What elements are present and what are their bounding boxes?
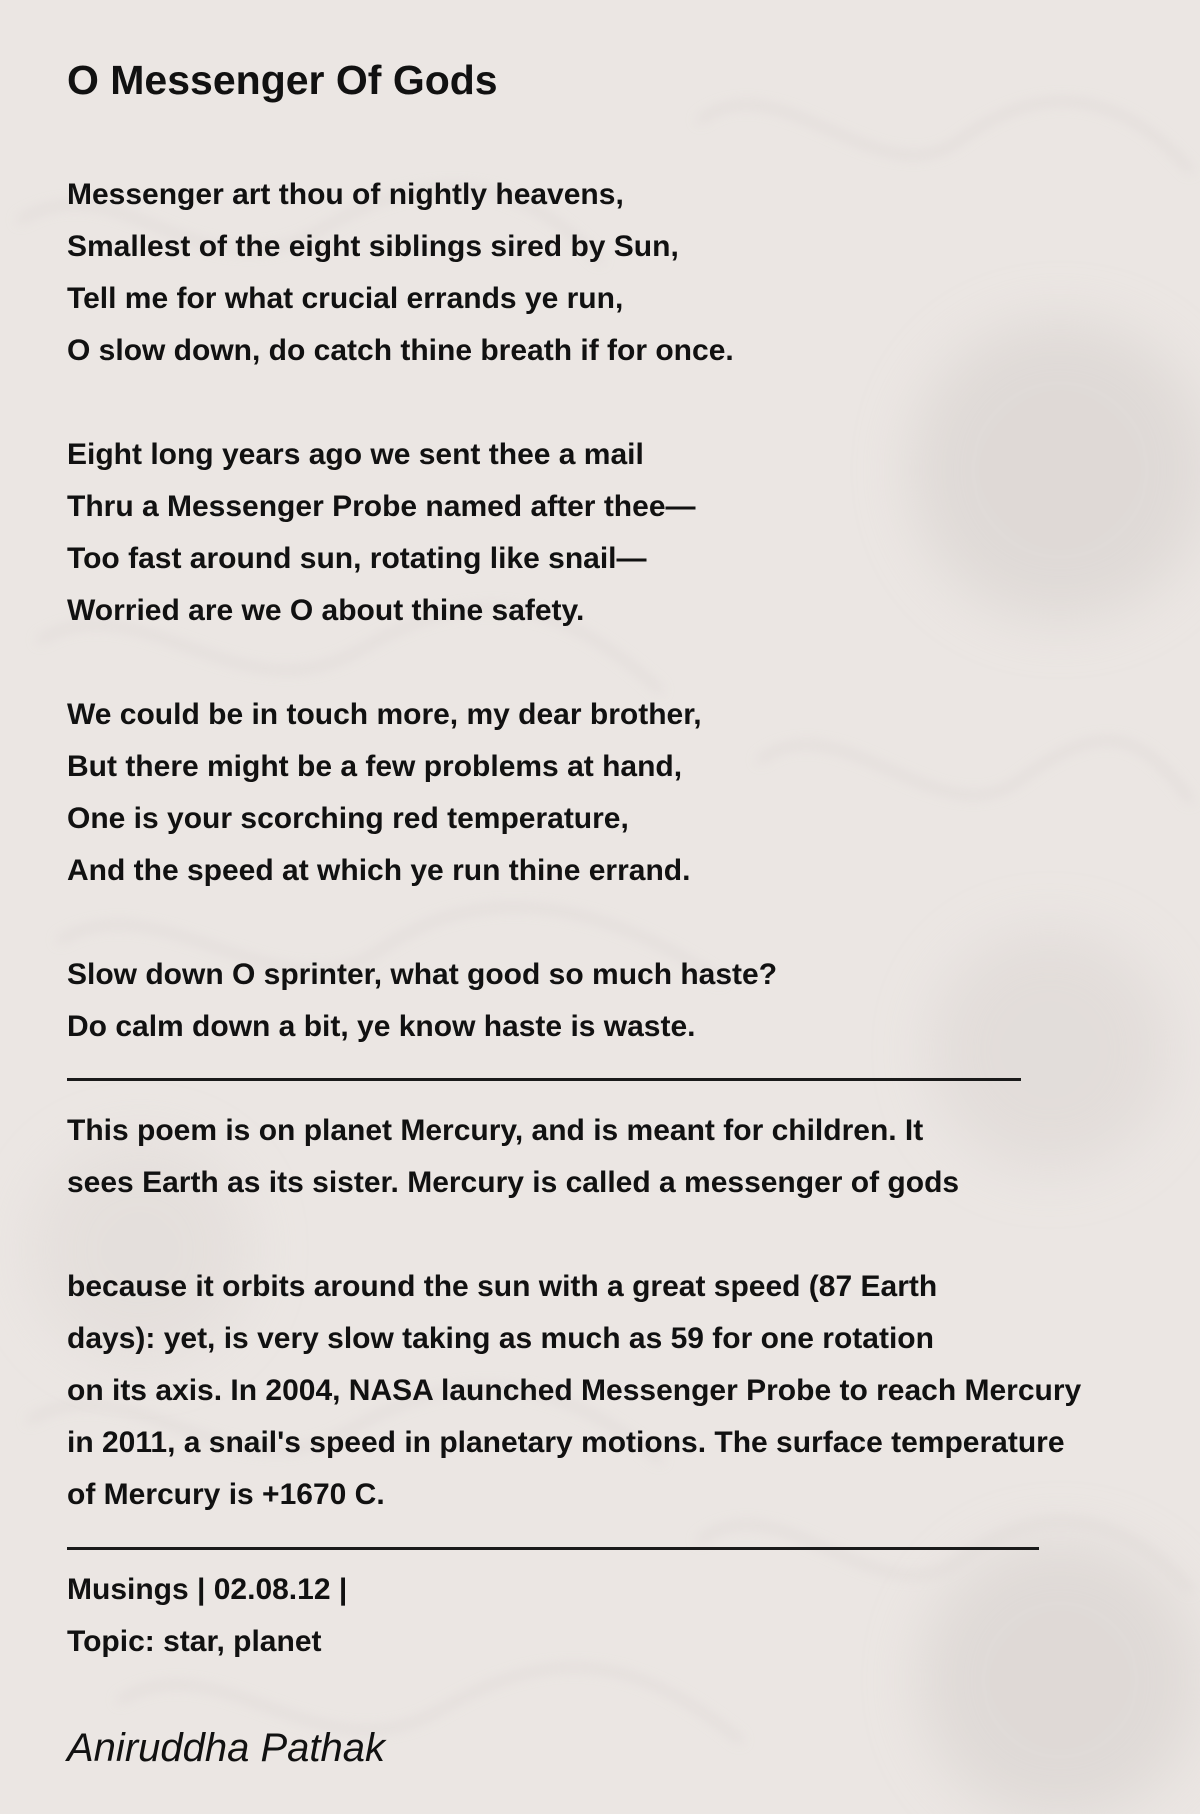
stanza-2 xyxy=(67,429,1177,637)
poem-line: One is your scorching red temperature, xyxy=(67,802,629,835)
poem-line: And the speed at which ye run thine errand. xyxy=(67,854,691,887)
note-line: days): yet, is very slow taking as much as 59 for one rotation xyxy=(67,1322,934,1355)
note-line: on its axis. In 2004, NASA launched Messenger Probe to reach Mercury xyxy=(67,1374,1082,1407)
author-name: Aniruddha Pathak xyxy=(67,1726,386,1770)
poem-line: But there might be a few problems at hand, xyxy=(67,750,683,783)
poem-line: Tell me for what crucial errands ye run, xyxy=(67,282,624,315)
topic-tags: Topic: star, planet xyxy=(67,1625,322,1658)
poem-line: Messenger art thou of nightly heavens, xyxy=(67,178,624,211)
poem-line: Too fast around sun, rotating like snail— xyxy=(67,542,647,575)
poem-line: Slow down O sprinter, what good so much haste? xyxy=(67,958,778,991)
stanza-4 xyxy=(67,949,1177,1053)
note-line: sees Earth as its sister. Mercury is called a messenger of gods xyxy=(67,1166,960,1199)
poem-line: Worried are we O about thine safety. xyxy=(67,594,585,627)
poem-page xyxy=(67,40,1177,1776)
stanza-gap xyxy=(67,897,1177,949)
author-note xyxy=(67,1105,1177,1521)
poem-title: O Messenger Of Gods xyxy=(67,57,498,103)
note-line: This poem is on planet Mercury, and is meant for children. It xyxy=(67,1114,924,1147)
poem-line: Do calm down a bit, ye know haste is waste. xyxy=(67,1010,696,1043)
poem-line: Eight long years ago we sent thee a mail xyxy=(67,438,644,471)
note-line: in 2011, a snail's speed in planetary motions. The surface temperature xyxy=(67,1426,1065,1459)
collection-date: Musings | 02.08.12 | xyxy=(67,1573,348,1606)
note-line: because it orbits around the sun with a great speed (87 Earth xyxy=(67,1270,938,1303)
divider-line xyxy=(67,1078,1021,1081)
stanza-gap xyxy=(67,377,1177,429)
poem-line: Smallest of the eight siblings sired by Sun, xyxy=(67,230,679,263)
poem-line: We could be in touch more, my dear brother, xyxy=(67,698,702,731)
poem-meta xyxy=(67,1564,1177,1668)
divider-line xyxy=(67,1547,1039,1550)
stanza-1 xyxy=(67,169,1177,377)
stanza-3 xyxy=(67,689,1177,897)
note-line: of Mercury is +1670 C. xyxy=(67,1478,385,1511)
poem-body xyxy=(67,169,1177,1053)
poem-line: O slow down, do catch thine breath if for once. xyxy=(67,334,734,367)
poem-line: Thru a Messenger Probe named after thee— xyxy=(67,490,696,523)
paragraph-gap xyxy=(67,1209,1177,1261)
stanza-gap xyxy=(67,637,1177,689)
